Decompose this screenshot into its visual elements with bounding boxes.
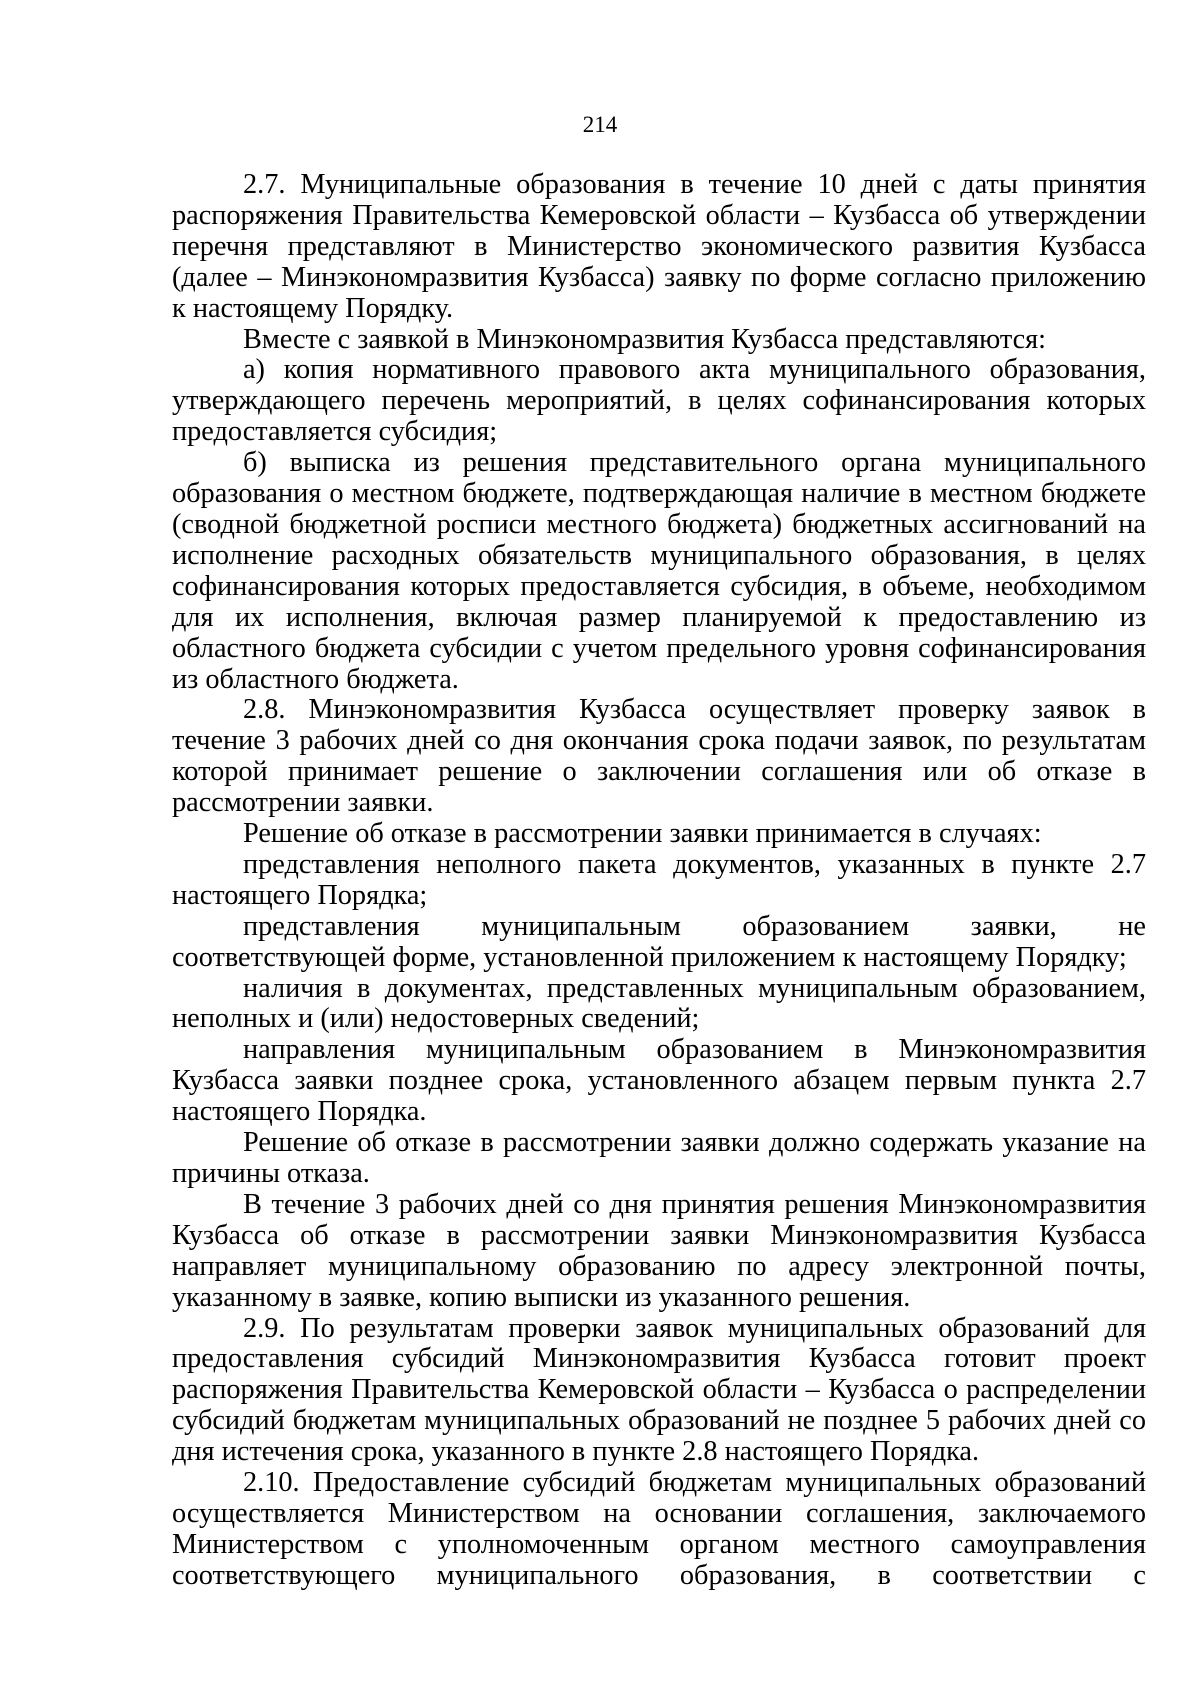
paragraph-case-late: направления муниципальным образованием в Минэкономразвития Кузбасса заявки позднее срока, установленного абзацем первым пункта 2.7 настоящего Порядка. (172, 1034, 1146, 1128)
paragraph-refusal-reasons: Решение об отказе в рассмотрении заявки должно содержать указание на причины отказа. (172, 1127, 1146, 1189)
paragraph-2-10: 2.10. Предоставление субсидий бюджетам муниципальных образований осуществляется Министерством на основании соглашения, заключаемого Министерством с уполномоченным органом местного самоуправления соответствующего муниципального образования, в соответствии с (172, 1467, 1146, 1591)
paragraph-2-9: 2.9. По результатам проверки заявок муниципальных образований для предоставления субсидий Минэкономразвития Кузбасса готовит проект распоряжения Правительства Кемеровской области – Кузбасса о распределении субсидий бюджетам муниципальных образований не позднее 5 рабочих дней со дня истечения срока, указанного в пункте 2.8 настоящего Порядка. (172, 1312, 1146, 1468)
paragraph-documents-intro: Вместе с заявкой в Минэкономразвития Кузбасса представляются: (243, 323, 1047, 355)
paragraph-2-7: 2.7. Муниципальные образования в течение 10 дней с даты принятия распоряжения Правительства Кемеровской области – Кузбасса об утверждении перечня представляют в Министерство экономического развития Кузбасса (далее – Минэкономразвития Кузбасса) заявку по форме согласно приложению к настоящему Порядку. (172, 169, 1146, 324)
paragraph-item-b: б) выписка из решения представительного органа муниципального образования о местном бюджете, подтверждающая наличие в местном бюджете (сводной бюджетной росписи местного бюджета) бюджетных ассигнований на исполнение расходных обязательств муниципального образования, в целях софинансирования которых предоставляется субсидия, в объеме, необходимом для их исполнения, включая размер планируемой к предоставлению из областного бюджета субсидии с учетом предельного уровня софинансирования из областного бюджета. (172, 447, 1146, 695)
paragraph-item-a: а) копия нормативного правового акта муниципального образования, утверждающего перечень мероприятий, в целях софинансирования которых предоставляется субсидия; (172, 354, 1146, 448)
document-body (172, 170, 1146, 1592)
paragraph-refusal-notice: В течение 3 рабочих дней со дня принятия решения Минэкономразвития Кузбасса об отказе в рассмотрении заявки Минэкономразвития Кузбасса направляет муниципальному образованию по адресу электронной почты, указанному в заявке, копию выписки из указанного решения. (172, 1188, 1146, 1313)
paragraph-case-incomplete: представления неполного пакета документов, указанных в пункте 2.7 настоящего Порядка; (172, 848, 1146, 911)
paragraph-case-inaccurate: наличия в документах, представленных муниципальным образованием, неполных и (или) недостоверных сведений; (172, 972, 1146, 1035)
paragraph-refusal-cases: Решение об отказе в рассмотрении заявки принимается в случаях: (243, 818, 1042, 850)
paragraph-case-form: представления муниципальным образованием заявки, не соответствующей форме, установленной приложением к настоящему Порядку; (172, 910, 1146, 973)
page-number: 214 (582, 112, 618, 137)
paragraph-2-8: 2.8. Минэкономразвития Кузбасса осуществляет проверку заявок в течение 3 рабочих дней со дня окончания срока подачи заявок, по результатам которой принимает решение о заключении соглашения или об отказе в рассмотрении заявки. (172, 694, 1146, 819)
